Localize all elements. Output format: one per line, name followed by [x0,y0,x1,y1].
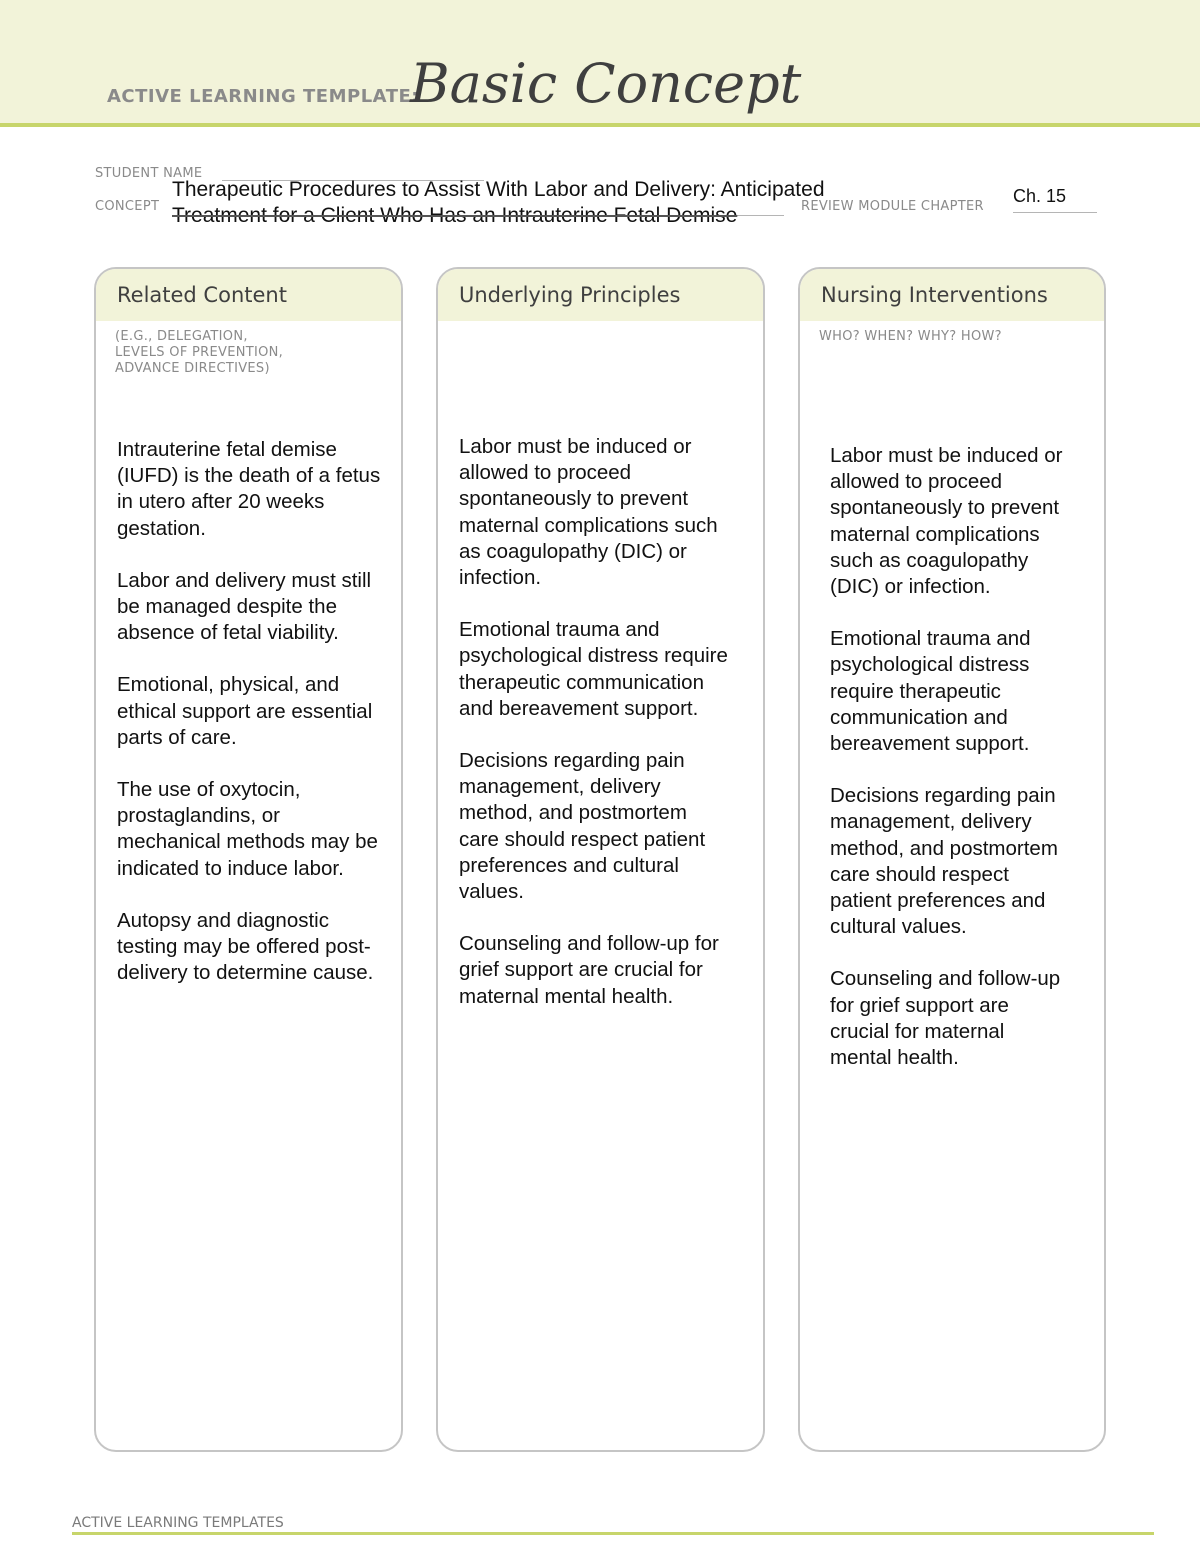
paragraph: Emotional trauma and psychological distress require therapeutic communication and bereavement support. [459,618,728,720]
related-content-body[interactable] [117,437,387,1012]
paragraph: Decisions regarding pain management, delivery method, and postmortem care should respect patient preferences and cultural values. [459,749,706,904]
header-divider [0,123,1200,127]
underlying-principles-heading: Underlying Principles [438,269,763,321]
nursing-interventions-body[interactable] [830,443,1070,1097]
paragraph: Emotional, physical, and ethical support are essential parts of care. [117,673,373,749]
concept-label: CONCEPT [95,199,160,214]
paragraph: Counseling and follow-up for grief support are crucial for maternal mental health. [459,932,719,1008]
review-chapter-label: REVIEW MODULE CHAPTER [801,199,984,214]
concept-value [172,177,872,229]
nursing-interventions-hint [800,321,1104,345]
underlying-principles-card [436,267,765,1452]
paragraph: Emotional trauma and psychological distress require therapeutic communication and bereavement support. [830,627,1031,756]
hint-line: LEVELS OF PREVENTION, [115,345,284,360]
paragraph: Counseling and follow-up for grief support are crucial for maternal mental health. [830,967,1061,1070]
template-label: ACTIVE LEARNING TEMPLATE: [107,86,419,107]
paragraph: Intrauterine fetal demise (IUFD) is the death of a fetus in utero after 20 weeks gestation. [117,438,381,540]
paragraph: The use of oxytocin, prostaglandins, or mechanical methods may be indicated to induce labor. [117,778,378,880]
related-content-hint [96,321,401,377]
paragraph: Labor must be induced or allowed to proceed spontaneously to prevent maternal complications such as coagulopathy (DIC) or infection. [459,435,718,590]
paragraph: Labor must be induced or allowed to proceed spontaneously to prevent maternal complications such as coagulopathy (DIC) or infection. [830,444,1063,599]
hint-line: (E.G., DELEGATION, [115,329,248,344]
footer-divider [72,1532,1154,1535]
review-chapter-field[interactable] [1013,212,1097,213]
paragraph: Labor and delivery must still be managed despite the absence of fetal viability. [117,568,372,645]
related-content-card [94,267,403,1452]
paragraph: Decisions regarding pain management, delivery method, and postmortem care should respect patient preferences and cultural values. [830,784,1058,939]
hint-line: WHO? WHEN? WHY? HOW? [819,329,1002,344]
student-name-label: STUDENT NAME [95,166,203,181]
nursing-interventions-heading: Nursing Interventions [800,269,1104,321]
template-title: Basic Concept [410,52,802,115]
review-chapter-value: Ch. 15 [1013,186,1067,206]
hint-line: ADVANCE DIRECTIVES) [115,361,270,376]
nursing-interventions-card [798,267,1106,1452]
footer-label: ACTIVE LEARNING TEMPLATES [72,1515,284,1531]
related-content-heading: Related Content [96,269,401,321]
concept-value-line-2: Treatment for a Client Who Has an Intrauterine Fetal Demise [172,204,738,227]
underlying-principles-body[interactable] [459,434,729,1036]
concept-value-line-1: Therapeutic Procedures to Assist With Labor and Delivery: Anticipated [172,178,825,201]
paragraph: Autopsy and diagnostic testing may be offered post-delivery to determine cause. [117,908,374,985]
